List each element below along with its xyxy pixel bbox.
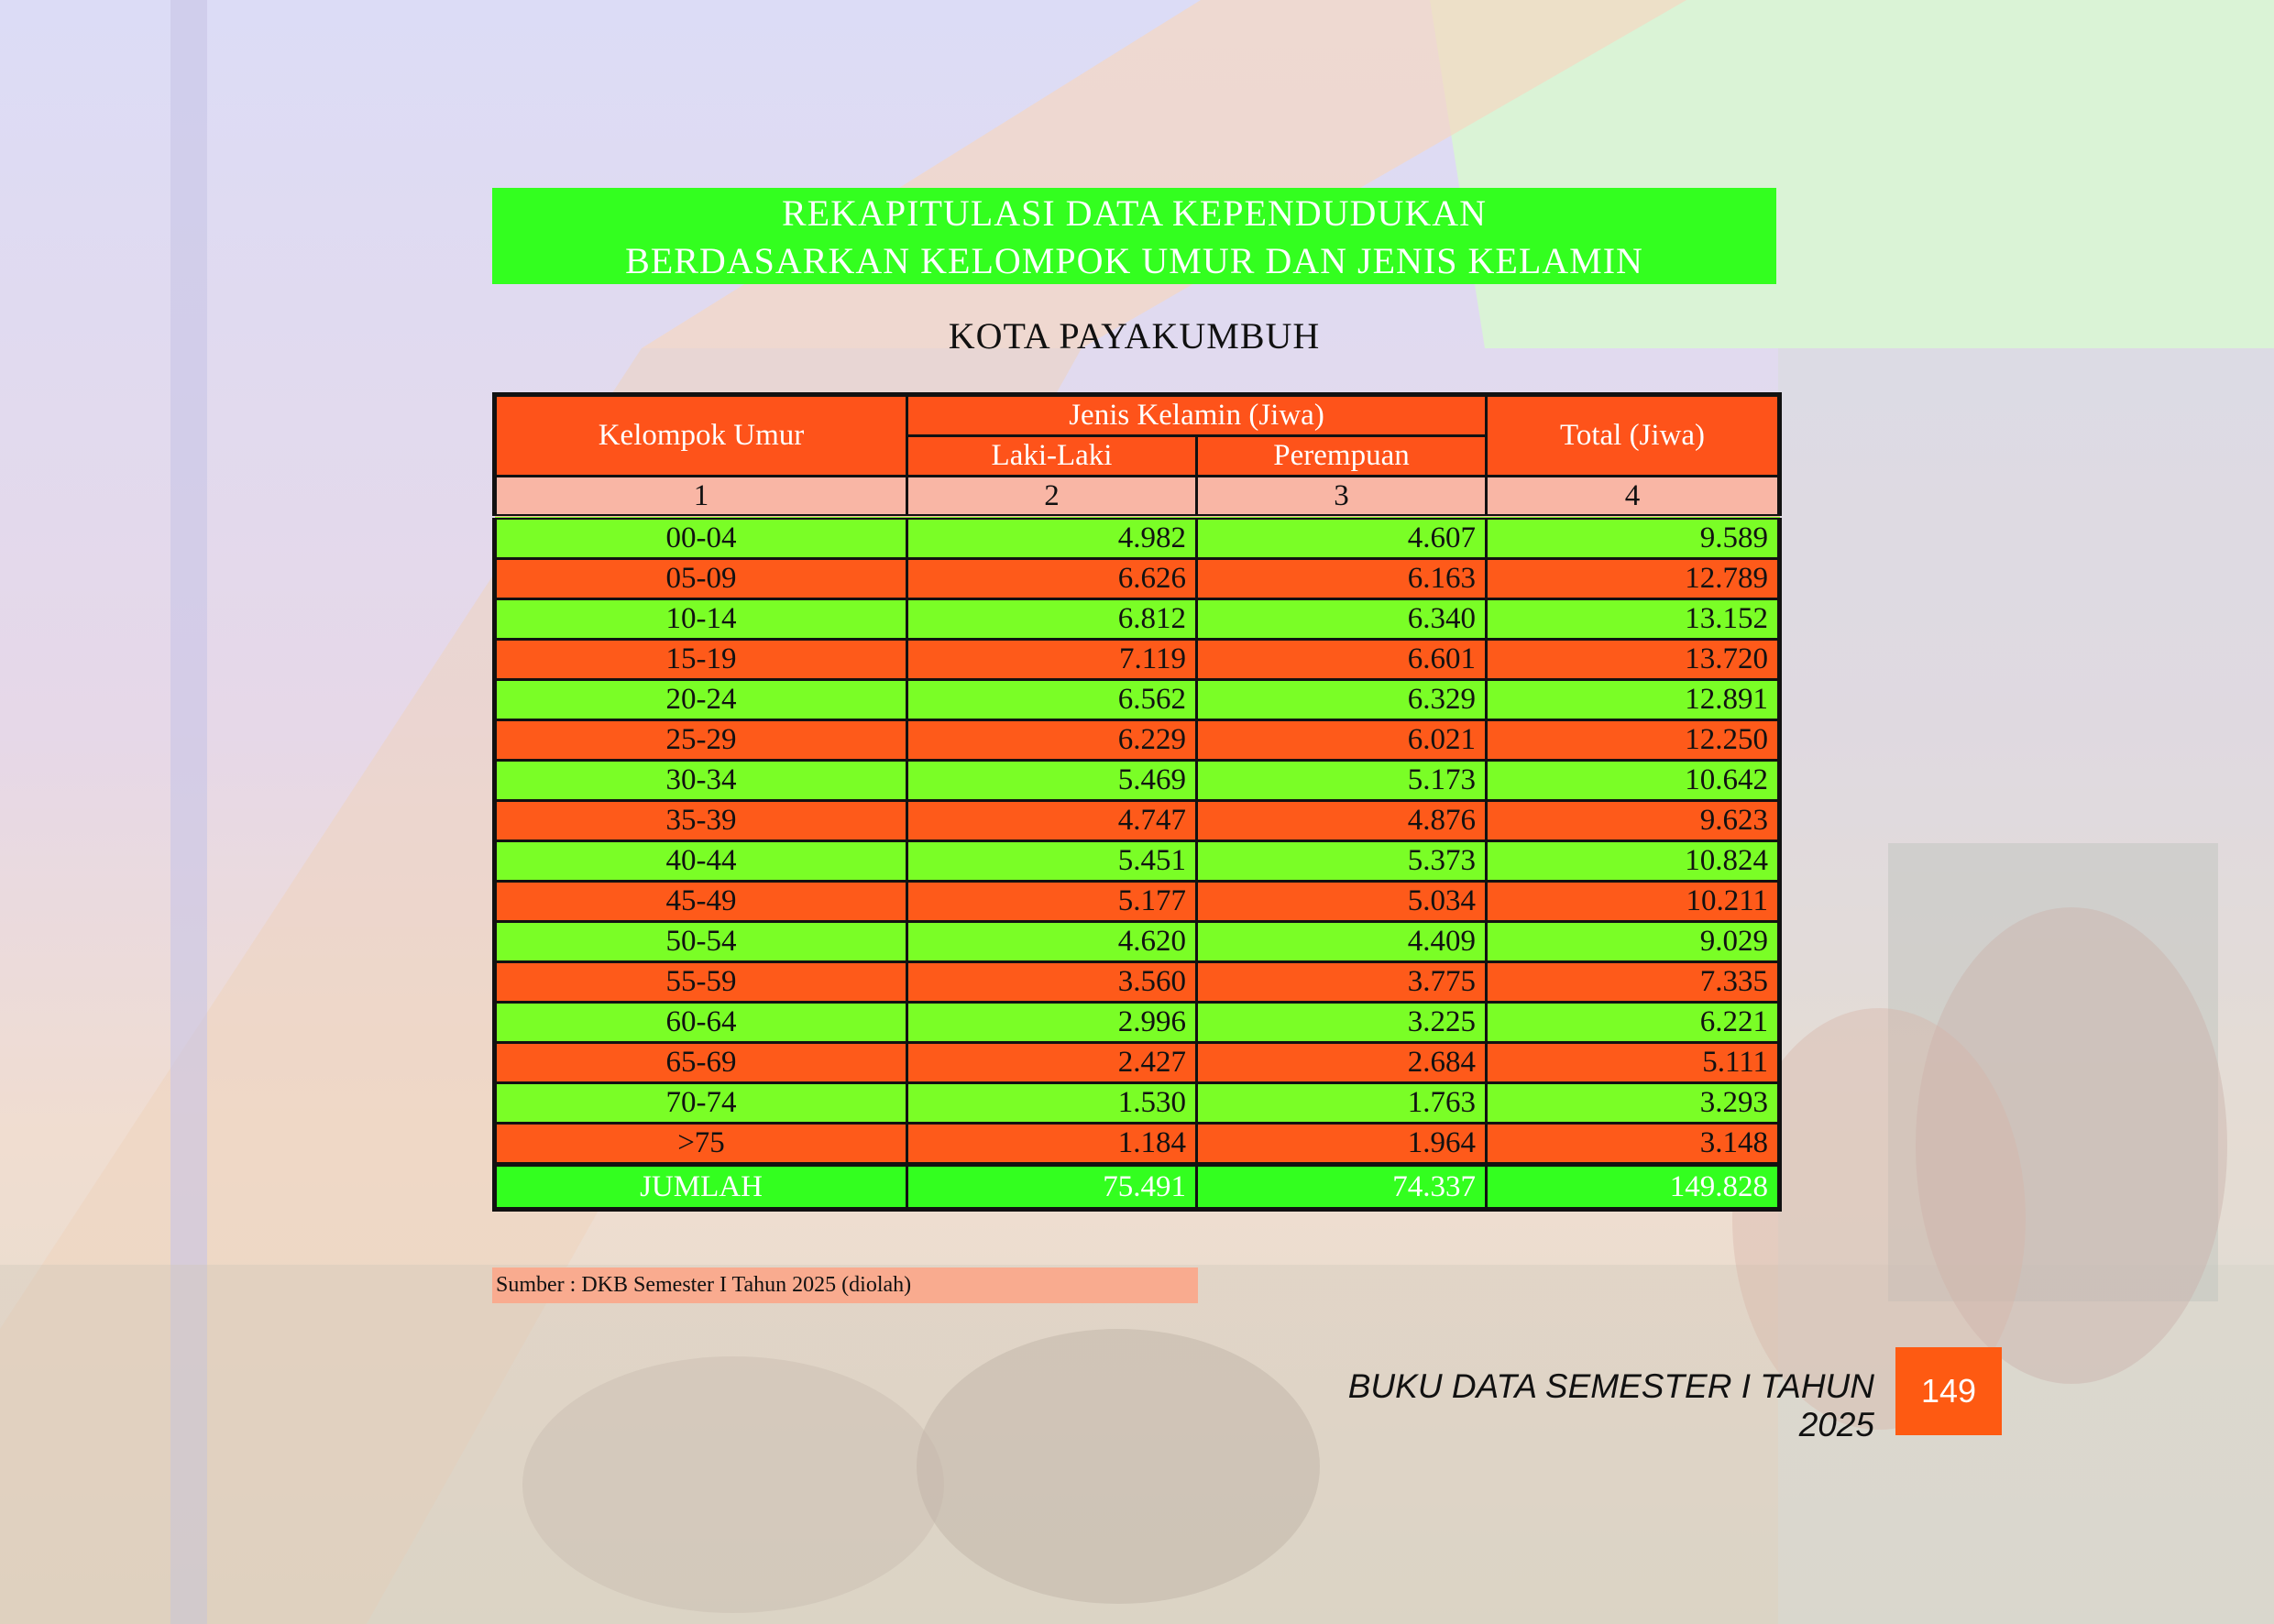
table-row xyxy=(495,841,1780,882)
female-cell: 4.607 xyxy=(1197,517,1487,559)
age-cell: 70-74 xyxy=(495,1083,907,1124)
total-label: JUMLAH xyxy=(495,1165,907,1210)
header-gender: Jenis Kelamin (Jiwa) xyxy=(907,395,1487,436)
total-cell: 13.152 xyxy=(1487,599,1780,640)
total-male: 75.491 xyxy=(907,1165,1197,1210)
age-cell: 60-64 xyxy=(495,1003,907,1043)
table-row xyxy=(495,599,1780,640)
male-cell: 2.996 xyxy=(907,1003,1197,1043)
male-cell: 6.229 xyxy=(907,720,1197,761)
table-row xyxy=(495,1083,1780,1124)
age-cell: >75 xyxy=(495,1124,907,1165)
total-cell: 10.211 xyxy=(1487,882,1780,922)
age-cell: 65-69 xyxy=(495,1043,907,1083)
female-cell: 3.775 xyxy=(1197,962,1487,1003)
header-age-group: Kelompok Umur xyxy=(495,395,907,477)
female-cell: 5.034 xyxy=(1197,882,1487,922)
male-cell: 4.620 xyxy=(907,922,1197,962)
male-cell: 5.451 xyxy=(907,841,1197,882)
table-row xyxy=(495,640,1780,680)
total-row xyxy=(495,1165,1780,1210)
table-row xyxy=(495,962,1780,1003)
male-cell: 3.560 xyxy=(907,962,1197,1003)
table-row xyxy=(495,517,1780,559)
title-line-1: REKAPITULASI DATA KEPENDUDUKAN xyxy=(781,192,1487,234)
total-all: 149.828 xyxy=(1487,1165,1780,1210)
total-cell: 3.148 xyxy=(1487,1124,1780,1165)
source-note: Sumber : DKB Semester I Tahun 2025 (diolah) xyxy=(492,1267,1198,1303)
column-number: 3 xyxy=(1197,477,1487,518)
age-cell: 50-54 xyxy=(495,922,907,962)
female-cell: 6.601 xyxy=(1197,640,1487,680)
female-cell: 1.763 xyxy=(1197,1083,1487,1124)
title-banner xyxy=(492,188,1776,284)
total-cell: 12.789 xyxy=(1487,559,1780,599)
male-cell: 5.177 xyxy=(907,882,1197,922)
total-cell: 12.250 xyxy=(1487,720,1780,761)
female-cell: 6.163 xyxy=(1197,559,1487,599)
male-cell: 6.626 xyxy=(907,559,1197,599)
total-cell: 9.589 xyxy=(1487,517,1780,559)
table-row xyxy=(495,680,1780,720)
age-cell: 45-49 xyxy=(495,882,907,922)
female-cell: 5.373 xyxy=(1197,841,1487,882)
table-row xyxy=(495,922,1780,962)
total-female: 74.337 xyxy=(1197,1165,1487,1210)
total-cell: 13.720 xyxy=(1487,640,1780,680)
page-subtitle: KOTA PAYAKUMBUH xyxy=(948,315,1321,357)
female-cell: 6.329 xyxy=(1197,680,1487,720)
total-cell: 10.824 xyxy=(1487,841,1780,882)
male-cell: 1.184 xyxy=(907,1124,1197,1165)
male-cell: 5.469 xyxy=(907,761,1197,801)
female-cell: 1.964 xyxy=(1197,1124,1487,1165)
male-cell: 4.982 xyxy=(907,517,1197,559)
total-cell: 9.623 xyxy=(1487,801,1780,841)
table-row xyxy=(495,1043,1780,1083)
female-cell: 4.876 xyxy=(1197,801,1487,841)
table-body xyxy=(495,517,1780,1165)
table-row xyxy=(495,801,1780,841)
age-cell: 30-34 xyxy=(495,761,907,801)
table-row xyxy=(495,1003,1780,1043)
male-cell: 7.119 xyxy=(907,640,1197,680)
male-cell: 2.427 xyxy=(907,1043,1197,1083)
age-cell: 10-14 xyxy=(495,599,907,640)
column-number: 4 xyxy=(1487,477,1780,518)
column-number: 2 xyxy=(907,477,1197,518)
total-cell: 6.221 xyxy=(1487,1003,1780,1043)
total-cell: 3.293 xyxy=(1487,1083,1780,1124)
total-cell: 12.891 xyxy=(1487,680,1780,720)
age-cell: 05-09 xyxy=(495,559,907,599)
female-cell: 6.021 xyxy=(1197,720,1487,761)
table-row xyxy=(495,1124,1780,1165)
population-table xyxy=(492,392,1782,1212)
age-cell: 55-59 xyxy=(495,962,907,1003)
age-cell: 25-29 xyxy=(495,720,907,761)
table-row xyxy=(495,559,1780,599)
total-cell: 9.029 xyxy=(1487,922,1780,962)
table-row xyxy=(495,720,1780,761)
age-cell: 40-44 xyxy=(495,841,907,882)
header-male: Laki-Laki xyxy=(907,436,1197,477)
male-cell: 4.747 xyxy=(907,801,1197,841)
female-cell: 5.173 xyxy=(1197,761,1487,801)
female-cell: 4.409 xyxy=(1197,922,1487,962)
male-cell: 6.562 xyxy=(907,680,1197,720)
total-cell: 7.335 xyxy=(1487,962,1780,1003)
total-cell: 10.642 xyxy=(1487,761,1780,801)
table-row xyxy=(495,882,1780,922)
table-row xyxy=(495,761,1780,801)
total-cell: 5.111 xyxy=(1487,1043,1780,1083)
header-total: Total (Jiwa) xyxy=(1487,395,1780,477)
age-cell: 00-04 xyxy=(495,517,907,559)
age-cell: 15-19 xyxy=(495,640,907,680)
female-cell: 3.225 xyxy=(1197,1003,1487,1043)
header-female: Perempuan xyxy=(1197,436,1487,477)
male-cell: 6.812 xyxy=(907,599,1197,640)
page-number-badge: 149 xyxy=(1895,1347,2002,1435)
footer-book-title: BUKU DATA SEMESTER I TAHUN 2025 xyxy=(1347,1367,1874,1443)
age-cell: 20-24 xyxy=(495,680,907,720)
female-cell: 2.684 xyxy=(1197,1043,1487,1083)
female-cell: 6.340 xyxy=(1197,599,1487,640)
male-cell: 1.530 xyxy=(907,1083,1197,1124)
age-cell: 35-39 xyxy=(495,801,907,841)
column-number: 1 xyxy=(495,477,907,518)
title-line-2: BERDASARKAN KELOMPOK UMUR DAN JENIS KELAMIN xyxy=(625,240,1643,281)
